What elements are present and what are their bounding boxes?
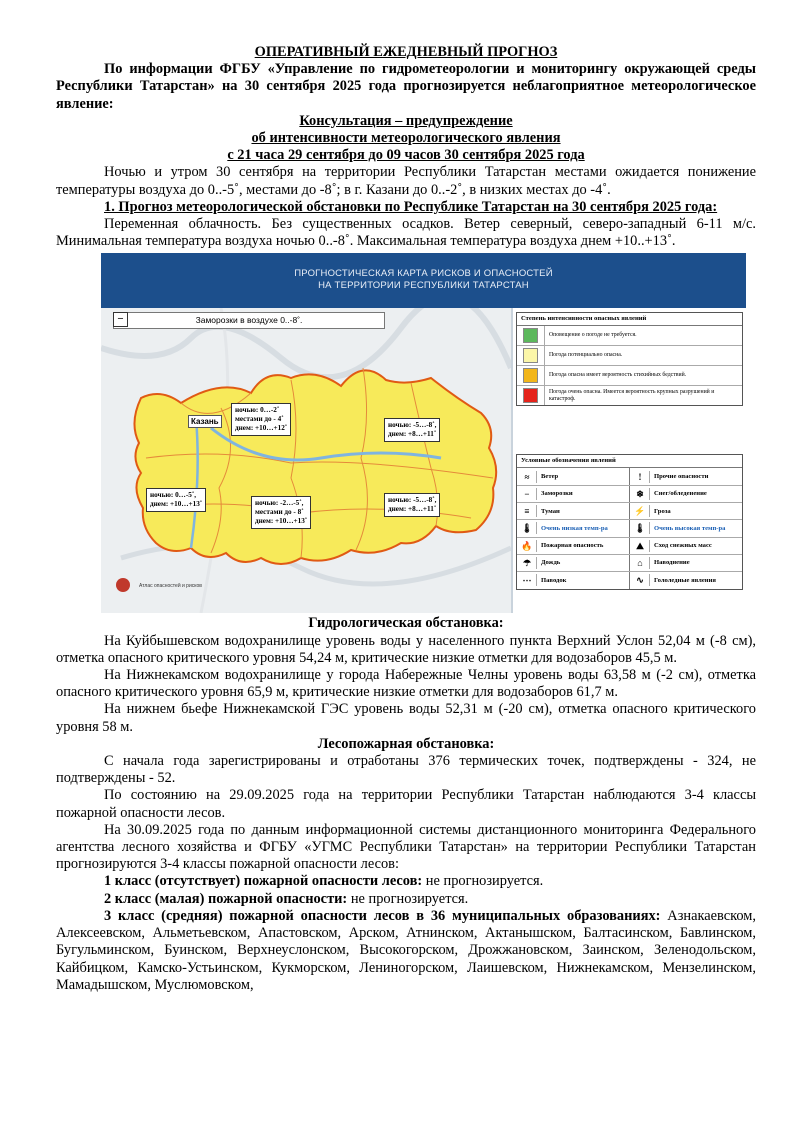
warning-text: Ночью и утром 30 сентября на территории Республики Татарстан местами ожидается понижение температуры воздуха до 0..-5˚, местами до -8˚; в г. Казани до 0..-2˚, в низких местах до -4˚. (56, 164, 756, 198)
forecast-box-3: ночью: 0…-5˚, днем: +10…+13˚ (146, 488, 206, 512)
symbol-label: Прочие опасности (654, 472, 709, 480)
intensity-legend-row (517, 366, 742, 386)
warning-period: с 21 часа 29 сентября до 09 часов 30 сентября 2025 года (227, 147, 585, 164)
fire-class-1: 1 класс (отсутствует) пожарной опасности лесов: не прогнозируется. (104, 873, 544, 890)
fire-class-3: 3 класс (средняя) пожарной опасности лесов в 36 муниципальных образованиях: Азнакаевском, Алексеевском, Альметьевском, Апастовском, Арском, Атнинском, Актанышском, Балтасинском, Бавлинском, Бугульминском, Буинском, Верхнеуслонском, Высокогорском, Дрожжановском, Заинском, Зеленодольском, Кайбицком, Камско-Устьинском, Кукморском, Лениногорском, Лаишевском, Нижнекамском, Мензелинском, Мамадышском, Муслюмовском, (56, 907, 756, 993)
phenomenon-icon: ∿ (634, 574, 650, 586)
map-area (101, 308, 746, 613)
document-page (56, 44, 756, 994)
intensity-swatch (523, 368, 538, 383)
page-title: ОПЕРАТИВНЫЙ ЕЖЕДНЕВНЫЙ ПРОГНОЗ (254, 44, 558, 60)
city-label-kazan: Казань (188, 415, 222, 428)
symbol-label: Сход снежных масс (654, 542, 712, 550)
symbol-cell (517, 572, 630, 588)
map-header (101, 253, 746, 308)
intro-paragraph: По информации ФГБУ «Управление по гидрометеорологии и мониторингу окружающей среды Республики Татарстан» на 30 сентября 2025 года прогнозируется неблагоприятное метеорологическое явление: (56, 61, 756, 112)
fire-class-2: 2 класс (малая) пожарной опасности: не прогнозируется. (104, 890, 469, 907)
symbol-label: Очень высокая темп-ра (654, 524, 726, 532)
symbol-label: Дождь (541, 559, 561, 567)
tatarstan-region-map (101, 308, 511, 613)
forecast-box-2: ночью: -5…-8˚, днем: +8…+11˚ (384, 418, 440, 442)
symbol-cell (517, 468, 630, 484)
symbol-cell (517, 503, 630, 519)
symbol-cell (630, 520, 742, 536)
map-legend (513, 308, 744, 613)
intensity-legend-text: Погода опасна имеет вероятность стихийных бедствий. (544, 366, 686, 385)
symbol-label: Паводок (541, 576, 567, 584)
intensity-swatch (523, 348, 538, 363)
symbol-label: Гололедные явления (654, 576, 716, 584)
atlas-logo-text: Атлас опасностей и рисков (139, 583, 202, 590)
forecast-box-4: ночью: -2…-5˚, местами до - 8˚ днем: +10…+13˚ (251, 496, 311, 529)
phenomenon-icon: ❄ (634, 488, 650, 500)
phenomenon-icon: − (521, 488, 537, 500)
symbol-label: Ветер (541, 472, 559, 480)
symbol-label: Очень низкая темп-ра (541, 524, 608, 532)
symbols-legend-row (517, 538, 742, 555)
atlas-logo-icon (116, 578, 130, 592)
phenomenon-icon: ≡ (521, 505, 537, 517)
symbol-cell (630, 572, 742, 588)
symbol-cell (630, 486, 742, 502)
symbols-legend-row (517, 555, 742, 572)
warning-title-2: об интенсивности метеорологического явления (251, 130, 561, 147)
risk-map (101, 253, 746, 613)
frost-banner: Заморозки в воздухе 0..-8˚. (113, 312, 385, 329)
intensity-swatch (523, 388, 538, 403)
intensity-legend-text: Оповещение о погоде не требуется. (544, 326, 637, 345)
intensity-legend-title: Степень интенсивности опасных явлений (517, 313, 742, 326)
hydro-paragraph-1: На Куйбышевском водохранилище уровень воды у населенного пункта Верхний Услон 52,04 м (-8 см), отметка опасного критического уровня 54,24 м, критические низкие отметки для водозаборов 45,5 м. (56, 632, 756, 666)
hydro-paragraph-2: На Нижнекамском водохранилище у города Набережные Челны уровень воды 63,58 м (-2 см), отметка опасного критического уровня 65,9 м, критические низкие отметки для водозаборов 61,7 м. (56, 667, 756, 701)
symbol-label: Гроза (654, 507, 671, 515)
phenomenon-icon: 🌡 (634, 522, 650, 534)
phenomenon-icon: ⌂ (634, 557, 650, 569)
symbols-legend (516, 454, 743, 589)
symbol-cell (630, 538, 742, 554)
symbols-legend-row (517, 520, 742, 537)
symbol-label: Наводнение (654, 559, 690, 567)
symbol-cell (630, 555, 742, 571)
symbols-legend-row (517, 503, 742, 520)
fire-paragraph-3: На 30.09.2025 года по данным информационной системы дистанционного мониторинга Федерального агентства лесного хозяйства и ФГБУ «УГМС Республики Татарстан» на территории Республики Татарстан прогнозируются 3-4 классы пожарной опасности лесов: (56, 821, 756, 873)
intensity-legend-text: Погода очень опасна. Имеется вероятность крупных разрушений и катастроф. (544, 386, 742, 405)
intensity-swatch (523, 328, 538, 343)
symbols-legend-row (517, 468, 742, 485)
symbol-cell (517, 555, 630, 571)
symbol-cell (630, 468, 742, 484)
symbols-legend-title: Условные обозначения явлений (517, 455, 742, 468)
phenomenon-icon: ⋯ (521, 574, 537, 586)
intensity-legend-row (517, 386, 742, 405)
hydro-paragraph-3: На нижнем бьефе Нижнекамской ГЭС уровень воды 52,31 м (-20 см), отметка опасного критического уровня 58 м. (56, 701, 756, 735)
phenomenon-icon: ⛰ (634, 540, 650, 552)
symbol-label: Туман (541, 507, 560, 515)
symbol-cell (630, 503, 742, 519)
frost-icon: − (113, 312, 128, 327)
symbols-legend-row (517, 486, 742, 503)
symbol-label: Пожарная опасность (541, 542, 604, 550)
symbol-cell (517, 520, 630, 536)
phenomenon-icon: ≈ (521, 471, 537, 483)
intensity-legend-row (517, 346, 742, 366)
warning-title-1: Консультация – предупреждение (299, 112, 513, 129)
symbol-cell (517, 486, 630, 502)
fire-heading: Лесопожарная обстановка: (317, 735, 495, 752)
map-canvas (101, 308, 513, 613)
intensity-legend-text: Погода потенциально опасна. (544, 346, 622, 365)
intensity-legend-row (517, 326, 742, 346)
forecast-text: Переменная облачность. Без существенных осадков. Ветер северный, северо-западный 6-11 м/с. Минимальная температура воздуха ночью 0..-8˚. Максимальная температура воздуха днем +10..+13˚. (56, 216, 756, 250)
map-title-line2: НА ТЕРРИТОРИИ РЕСПУБЛИКИ ТАТАРСТАН (318, 280, 529, 292)
intensity-legend (516, 312, 743, 406)
phenomenon-icon: 🔥 (521, 540, 537, 552)
phenomenon-icon: ☂ (521, 557, 537, 569)
forecast-box-1: ночью: 0…-2˚ местами до - 4˚ днем: +10…+12˚ (231, 403, 291, 436)
phenomenon-icon: 🌡 (521, 522, 537, 534)
fire-paragraph-2: По состоянию на 29.09.2025 года на территории Республики Татарстан наблюдаются 3-4 классы пожарной опасности лесов. (56, 787, 756, 821)
symbol-cell (517, 538, 630, 554)
hydro-heading: Гидрологическая обстановка: (308, 615, 504, 632)
map-title-line1: ПРОГНОСТИЧЕСКАЯ КАРТА РИСКОВ И ОПАСНОСТЕЙ (294, 268, 553, 280)
symbols-legend-row (517, 572, 742, 588)
symbol-label: Снег/обледенение (654, 490, 707, 498)
forecast-box-5: ночью: -5…-8˚, днем: +8…+11˚ (384, 493, 440, 517)
symbol-label: Заморозки (541, 490, 573, 498)
phenomenon-icon: ! (634, 471, 650, 483)
fire-paragraph-1: С начала года зарегистрированы и отработаны 376 термических точек, подтверждены - 324, не подтверждены - 52. (56, 753, 756, 787)
phenomenon-icon: ⚡ (634, 505, 650, 517)
forecast-heading: 1. Прогноз метеорологической обстановки по Республике Татарстан на 30 сентября 2025 года: (104, 198, 718, 215)
